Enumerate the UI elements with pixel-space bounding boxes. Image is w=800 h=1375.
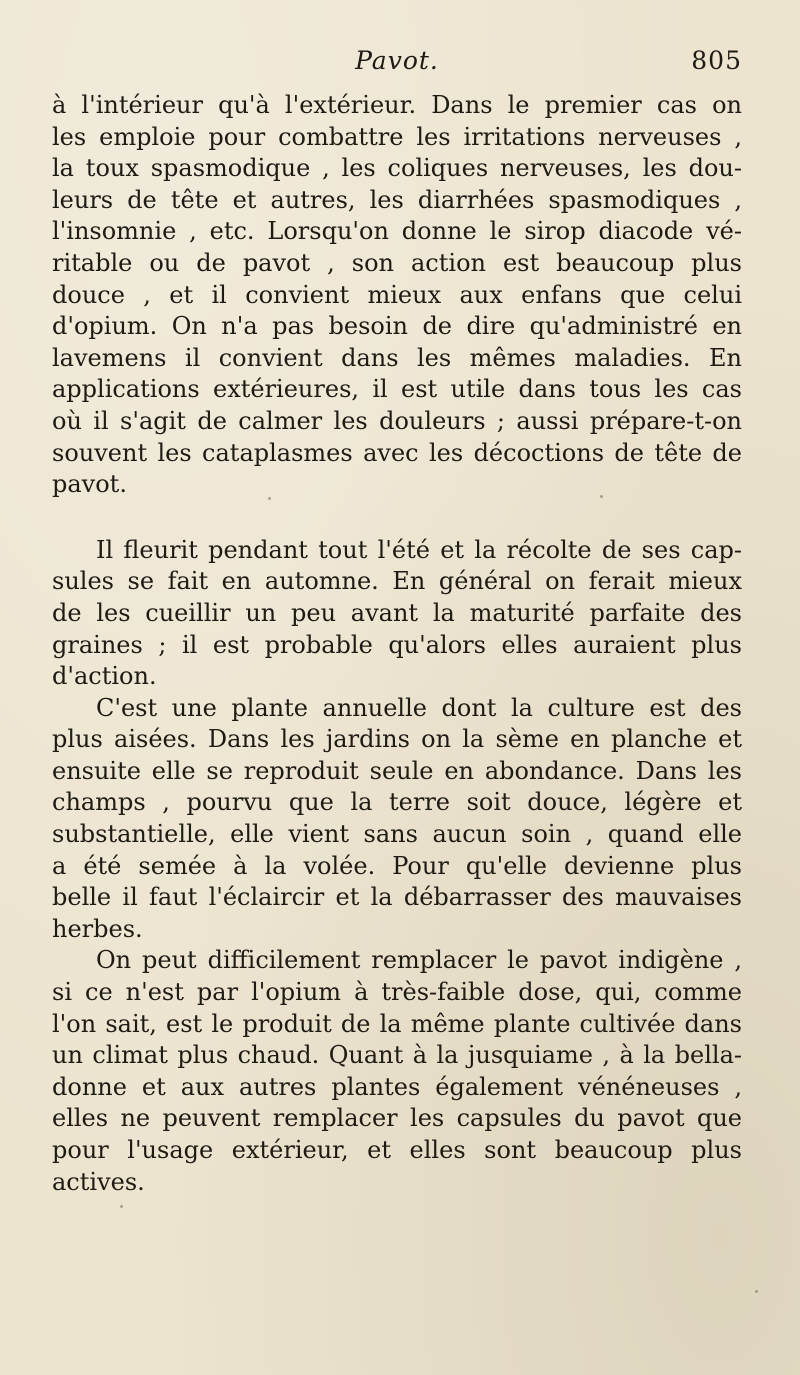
text-line: graines ; il est probable qu'alors elles auraient plus	[52, 630, 742, 659]
body-text	[52, 90, 742, 1198]
text-line: la toux spasmodique , les coliques nerveuses, les dou-	[52, 154, 742, 183]
text-line: si ce n'est par l'opium à très-faible dose, qui, comme	[52, 978, 742, 1007]
paper-speck	[600, 495, 603, 498]
paragraph-gap	[52, 501, 742, 535]
text-line: champs , pourvu que la terre soit douce, légère et	[52, 788, 742, 817]
text-line: herbes.	[52, 914, 143, 943]
text-line: belle il faut l'éclaircir et la débarrasser des mauvaises	[52, 883, 742, 912]
text-line: substantielle, elle vient sans aucun soin , quand elle	[52, 820, 742, 849]
text-line: lavemens il convient dans les mêmes maladies. En	[52, 343, 742, 372]
text-line: donne et aux autres plantes également vénéneuses ,	[52, 1072, 742, 1101]
text-line: où il s'agit de calmer les douleurs ; aussi prépare-t-on	[52, 406, 742, 435]
text-line: d'opium. On n'a pas besoin de dire qu'administré en	[52, 312, 742, 341]
paragraph	[52, 693, 742, 946]
text-line: douce , et il convient mieux aux enfans que celui	[52, 280, 742, 309]
text-line: d'action.	[52, 662, 157, 691]
text-line: sules se fait en automne. En général on ferait mieux	[52, 567, 742, 596]
text-line: a été semée à la volée. Pour qu'elle devienne plus	[52, 851, 742, 880]
text-line: les emploie pour combattre les irritations nerveuses ,	[52, 122, 742, 151]
text-line: pour l'usage extérieur, et elles sont beaucoup plus	[52, 1136, 742, 1164]
running-title: Pavot.	[355, 46, 439, 75]
text-line: pavot.	[52, 470, 127, 499]
text-line: ensuite elle se reproduit seule en abondance. Dans les	[52, 756, 742, 785]
paper-speck	[755, 1290, 758, 1293]
paper-speck	[268, 497, 271, 500]
text-line: souvent les cataplasmes avec les décoctions de tête de	[52, 438, 742, 467]
text-line: applications extérieures, il est utile dans tous les cas	[52, 375, 742, 404]
text-line: l'insomnie , etc. Lorsqu'on donne le sirop diacode vé-	[52, 217, 742, 246]
page-header	[52, 46, 742, 86]
text-line: plus aisées. Dans les jardins on la sème en planche et	[52, 725, 742, 754]
text-line: Il fleurit pendant tout l'été et la récolte de ses cap-	[96, 535, 742, 564]
paragraph	[52, 90, 742, 501]
text-line: actives.	[52, 1167, 145, 1196]
text-line: ritable ou de pavot , son action est beaucoup plus	[52, 248, 742, 277]
text-line: leurs de tête et autres, les diarrhées spasmodiques ,	[52, 185, 742, 214]
text-line: l'on sait, est le produit de la même plante cultivée dans	[52, 1009, 742, 1038]
paragraph	[52, 535, 742, 693]
text-line: elles ne peuvent remplacer les capsules du pavot que	[52, 1104, 742, 1133]
paragraph	[52, 945, 742, 1198]
text-line: un climat plus chaud. Quant à la jusquiame , à la bella-	[52, 1041, 742, 1070]
text-line: On peut difficilement remplacer le pavot indigène ,	[96, 946, 742, 975]
text-line: de les cueillir un peu avant la maturité parfaite des	[52, 598, 742, 627]
text-line: C'est une plante annuelle dont la culture est des	[96, 693, 742, 722]
paper-speck	[120, 1205, 123, 1208]
page-number: 805	[691, 46, 742, 75]
text-line: à l'intérieur qu'à l'extérieur. Dans le premier cas on	[52, 91, 742, 119]
